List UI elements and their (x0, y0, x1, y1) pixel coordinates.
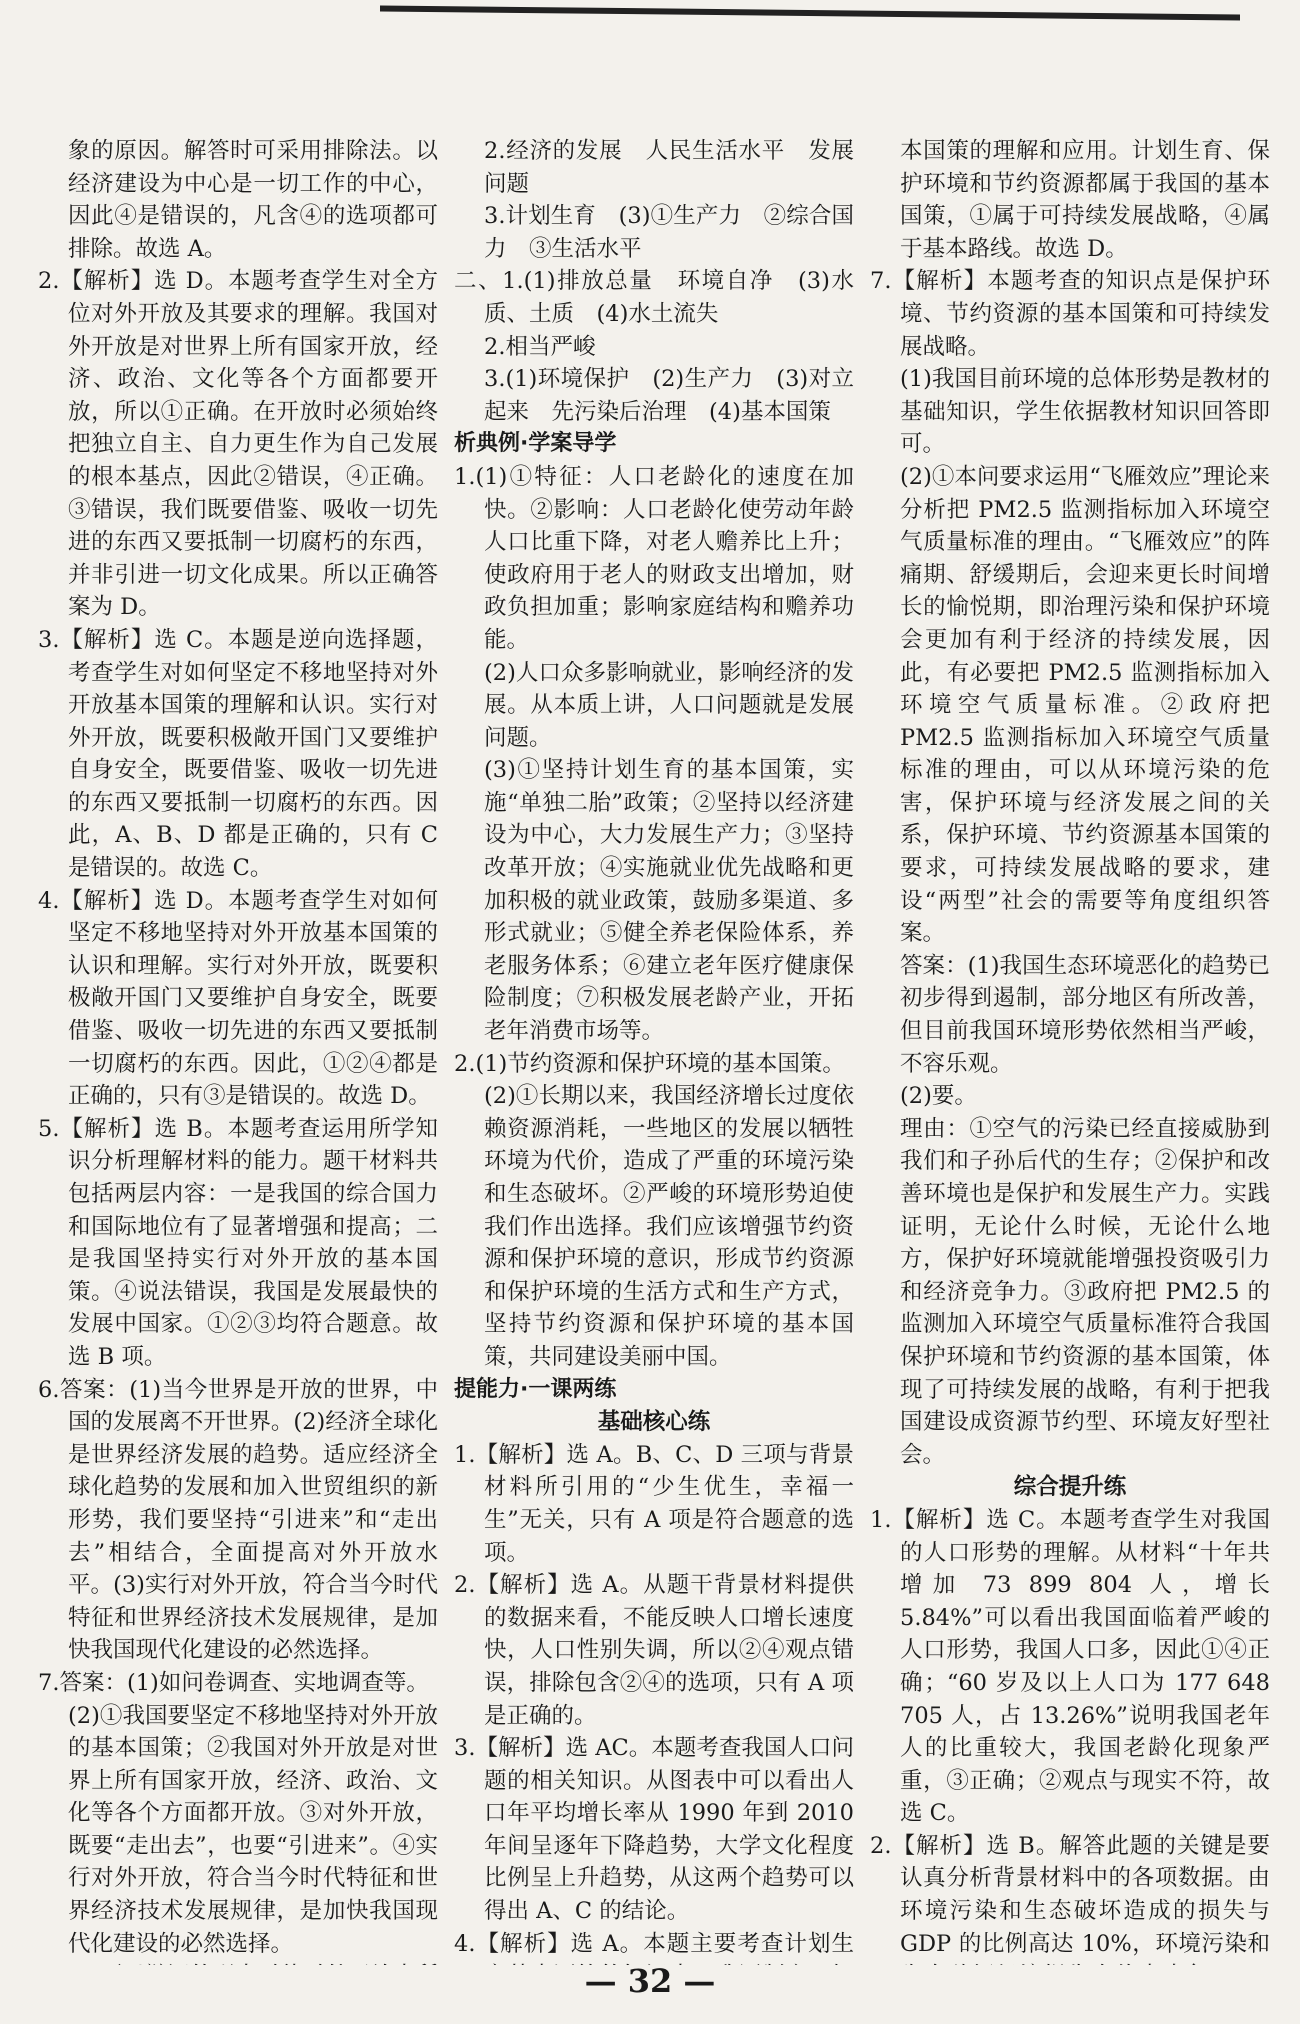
header-rule (380, 5, 1240, 20)
answer-paragraph: 6.答案：(1)当今世界是开放的世界，中国的发展离不开世界。(2)经济全球化是世界经济发展的趋势。适应经济全球化趋势的发展和加入世贸组织的新形势，我们要坚持“引进来”和“走出去”相结合，全面提高对外开放水平。(3)实行对外开放，符合当今时代特征和世界经济技术发展规律，是加快我国现代化建设的必然选择。 (38, 1376, 438, 1664)
answer-paragraph: 本国策的理解和应用。计划生育、保护环境和节约资源都属于我国的基本国策，①属于可持续发展战略，④属于基本路线。故选 D。 (900, 138, 1270, 262)
answer-paragraph: (2)①长期以来，我国经济增长过度依赖资源消耗，一些地区的发展以牺牲环境为代价，造成了严重的环境污染和生态破坏。②严峻的环境形势迫使我们作出选择。我们应该增强节约资源和保护环境的意识，形成节约资源和保护环境的生活方式和生产方式，坚持节约资源和保护环境的基本国策，共同建设美丽中国。 (484, 1083, 854, 1370)
answer-page (38, 135, 1273, 1965)
answer-paragraph: 二、1.(1)排放总量 环境自净 (3)水质、土质 (4)水土流失 (454, 268, 854, 327)
answer-paragraph: (2)①本问要求运用“飞雁效应”理论来分析把 PM2.5 监测指标加入环境空气质量标准的理由。“飞雁效应”的阵痛期、舒缓期后，会迎来更长时间增长的愉悦期，即治理污染和保护环境会更加有利于经济的持续发展，因此，有必要把 PM2.5 监测指标加入环境空气质量标准。②政府把 PM2.5 监测指标加入环境空气质量标准的理由，可以从环境污染的危害，保护环境与经济发展之间的关系，保护环境、节约资源基本国策的要求，可持续发展战略的要求，建设“两型”社会的需要等角度组织答案。 (900, 463, 1270, 947)
answer-paragraph: 象的原因。解答时可采用排除法。以经济建设为中心是一切工作的中心，因此④是错误的，凡含④的选项都可排除。故选 A。 (68, 138, 438, 262)
column-left (38, 135, 438, 1965)
answer-paragraph: 2.【解析】选 A。从题干背景材料提供的数据来看，不能反映人口增长速度快，人口性别失调，所以②④观点错误，排除包含②④的选项，只有 A 项是正确的。 (454, 1572, 854, 1729)
answer-paragraph: 3.【解析】选 AC。本题考查我国人口问题的相关知识。从图表中可以看出人口年平均增长率从 1990 年到 2010 年间呈逐年下降趋势，大学文化程度比例呈上升趋势，从这两个趋势可以得出 A、C 的结论。 (454, 1735, 854, 1925)
answer-paragraph: 4.【解析】选 A。本题主要考查计划生 (454, 1930, 854, 1957)
answer-paragraph: 3.计划生育 (3)①生产力 ②综合国力 ③生活水平 (484, 203, 854, 262)
answer-paragraph: 5.【解析】选 B。本题考查运用所学知识分析理解材料的能力。题干材料共包括两层内容：一是我国的综合国力和国际地位有了显著增强和提高；二是我国坚持实行对外开放的基本国策。④说法错误，我国是发展最快的发展中国家。①②③均符合题意。故选 B 项。 (38, 1115, 438, 1370)
answer-paragraph: 3.(1)环境保护 (2)生产力 (3)对立起来 先污染后治理 (4)基本国策 (484, 366, 854, 425)
subsection-heading: 基础核心练 (597, 1409, 711, 1436)
column-middle (454, 135, 854, 1965)
answer-paragraph: (3)①坚持计划生育的基本国策，实施“单独二胎”政策；②坚持以经济建设为中心，大力发展生产力；③坚持改革开放；④实施就业优先战略和更加积极的就业政策，鼓励多渠道、多形式就业；⑤健全养老保险体系，养老服务体系；⑥建立老年医疗健康保险制度；⑦积极发展老龄产业，开拓老年消费市场等。 (484, 757, 854, 1045)
answer-paragraph: (1)我国目前环境的总体形势是教材的基础知识，学生依据教材知识回答即可。 (900, 366, 1270, 458)
answer-paragraph: (2)①我国要坚定不移地坚持对外开放的基本国策；②我国对外开放是对世界上所有国家开放，经济、政治、文化等各个方面都开放。③对外开放，既要“走出去”，也要“引进来”。④实行对外开放，符合当今时代特征和世界经济技术发展规律，是加快我国现代化建设的必然选择。 (68, 1702, 438, 1957)
column-right (870, 135, 1270, 1965)
answer-paragraph: 2.经济的发展 人民生活水平 发展问题 (484, 138, 854, 197)
answer-paragraph: 2.【解析】选 B。解答此题的关键是要认真分析背景材料中的各项数据。由环境污染和生态破坏造成的损失与 GDP 的比例高达 10%，环境污染和 (870, 1832, 1270, 1957)
answer-paragraph: 4.【解析】选 D。本题考查学生对如何坚定不移地坚持对外开放基本国策的认识和理解。实行对外开放，既要积极敞开国门又要维护自身安全，既要借鉴、吸收一切先进的东西又要抵制一切腐朽的东西。因此，①②④都是正确的，只有③是错误的。故选 D。 (38, 887, 438, 1110)
answer-paragraph: 2.(1)节约资源和保护环境的基本国策。 (454, 1050, 845, 1077)
section-heading: 提能力·一课两练 (454, 1376, 617, 1402)
answer-paragraph: 2.【解析】选 D。本题考查学生对全方位对外开放及其要求的理解。我国对外开放是对世界上所有国家开放，经济、政治、文化等各个方面都要开放，所以①正确。在开放时必须始终把独立自主、自力更生作为自己发展的根本基点，因此②错误，④正确。③错误，我们既要借鉴、吸收一切先进的东西又要抵制一切腐朽的东西，并非引进一切文化成果。所以正确答案为 D。 (38, 268, 438, 621)
answer-paragraph: 1.【解析】选 C。本题考查学生对我国的人口形势的理解。从材料“十年共增加 73 899 804 人，增长 5.84%”可以看出我国面临着严峻的人口形势，我国人口多，因此①④正确；“60 岁及以上人口为 177 648 705 人，占 13.26%”说明我国老年人的比重较大，我国老龄化现象严重，③正确；②观点与现实不符，故选 C。 (870, 1506, 1270, 1827)
answer-paragraph: 1.【解析】选 A。B、C、D 三项与背景材料所引用的“少生优生，幸福一生”无关，只有 A 项是符合题意的选项。 (454, 1441, 854, 1566)
subsection-heading: 综合提升练 (1013, 1474, 1127, 1501)
answer-paragraph: 2.相当严峻 (484, 333, 596, 360)
page-number: — 32 — (584, 1962, 716, 2000)
answer-paragraph: 7.答案：(1)如问卷调查、实地调查等。 (38, 1669, 429, 1696)
answer-paragraph: 1.(1)①特征：人口老龄化的速度在加快。②影响：人口老龄化使劳动年龄人口比重下降，对老人赡养比上升；使政府用于老人的财政支出增加，财政负担加重；影响家庭结构和赡养功能。 (454, 463, 854, 653)
answer-paragraph: 7.【解析】本题考查的知识点是保护环境、节约资源的基本国策和可持续发展战略。 (870, 268, 1270, 360)
answer-paragraph: 理由：①空气的污染已经直接威胁到我们和子孙后代的生存；②保护和改善环境也是保护和发展生产力。实践证明，无论什么时候，无论什么地方，保护好环境就能增强投资吸引力和经济竞争力。③政府把 PM2.5 的监测加入环境空气质量标准符合我国保护环境和节约资源的基本国策，体现了可持续发展的战略，有利于把我国建设成资源节约型、环境友好型社会。 (900, 1115, 1270, 1468)
answer-paragraph: (2)要。 (900, 1083, 977, 1110)
section-heading: 析典例·学案导学 (454, 431, 617, 457)
answer-paragraph: 3.【解析】选 C。本题是逆向选择题，考查学生对如何坚定不移地坚持对外开放基本国策的理解和认识。实行对外开放，既要积极敞开国门又要维护自身安全，既要借鉴、吸收一切先进的东西又要抵制一切腐朽的东西。因此，A、B、D 都是正确的，只有 C 是错误的。故选 C。 (38, 626, 438, 882)
answer-paragraph: (2)人口众多影响就业，影响经济的发展。从本质上讲，人口问题就是发展问题。 (484, 659, 854, 751)
answer-paragraph: 答案：(1)我国生态环境恶化的趋势已初步得到遏制，部分地区有所改善，但目前我国环境形势依然相当严峻，不容乐观。 (900, 952, 1270, 1077)
